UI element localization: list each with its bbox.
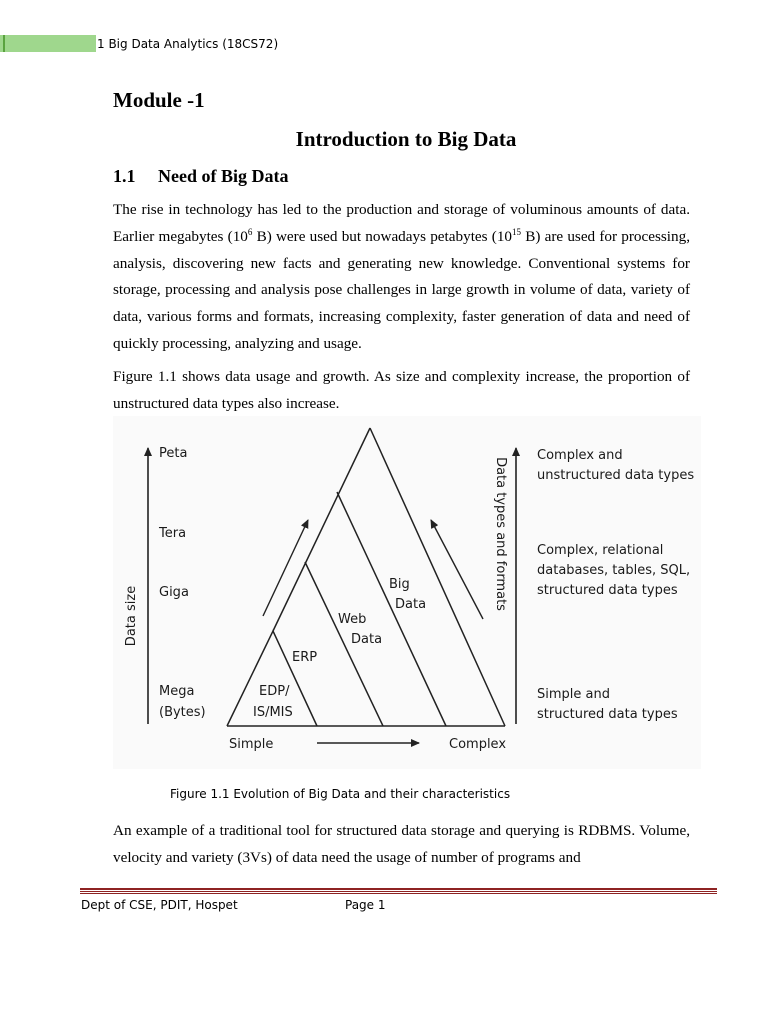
- bottom-label-simple: Simple: [229, 737, 274, 752]
- desc-complex-unstructured-1: Complex and: [537, 448, 623, 463]
- page-title: Introduction to Big Data: [295, 127, 517, 151]
- header-bar-tick: [3, 35, 5, 52]
- big-data-boundary: [337, 492, 446, 726]
- footer-rule-thick: [80, 888, 717, 890]
- desc-simple-structured-2: structured data types: [537, 707, 678, 722]
- paragraph-figure-intro: Figure 1.1 shows data usage and growth. As size and complexity increase, the proportion of unstructured data types also increase.: [113, 368, 690, 412]
- region-erp: ERP: [292, 650, 318, 665]
- footer-rule-thin-2: [80, 893, 717, 894]
- paragraph-rdbms: An example of a traditional tool for structured data storage and querying is RDBMS. Volume, velocity and variety (3Vs) of data need the usage of number of programs and: [113, 822, 690, 866]
- exponent-15: 15: [512, 226, 522, 237]
- data-size-axis-label: Data size: [124, 585, 139, 647]
- paragraph1-part3: B) are used for processing, analysis, discovering new facts and generating new knowledge. Conventional systems for storage, processing and analysis pose challenges in large growth in volume of data, variety of data, various forms and formats, increasing complexity, faster generation of data and need of quickly processing, analyzing and usage.: [113, 227, 690, 352]
- data-types-axis-label: Data types and formats: [493, 457, 508, 611]
- figure-caption: Figure 1.1 Evolution of Big Data and their characteristics: [170, 787, 511, 801]
- level-giga: Giga: [159, 585, 189, 600]
- region-edp: EDP/: [259, 684, 290, 699]
- bottom-label-complex: Complex: [449, 737, 507, 752]
- section-number: 1.1: [113, 166, 136, 186]
- desc-complex-unstructured-2: unstructured data types: [537, 468, 695, 483]
- region-big: Big: [389, 577, 410, 592]
- desc-relational-1: Complex, relational: [537, 543, 664, 558]
- section-heading: [113, 166, 288, 187]
- region-web: Web: [338, 612, 367, 627]
- footer-rule-thin: [80, 891, 717, 892]
- level-bytes: (Bytes): [159, 705, 206, 720]
- outer-triangle-left: [273, 428, 370, 631]
- level-mega: Mega: [159, 684, 195, 699]
- module-heading: Module -1: [113, 88, 205, 112]
- footer-department: Dept of CSE, PDIT, Hospet: [81, 898, 238, 912]
- footer-page-number: Page 1: [345, 898, 386, 912]
- region-web-data: Data: [351, 632, 383, 647]
- paragraph1-part1: The rise in technology has led to the production and storage of voluminous amounts of data. Earlier megabytes (10: [113, 201, 690, 245]
- header-color-bar: [0, 35, 96, 52]
- region-big-data: Data: [395, 597, 427, 612]
- level-peta: Peta: [159, 446, 188, 461]
- level-tera: Tera: [159, 526, 187, 541]
- paragraph-need-of-big-data: [113, 197, 690, 358]
- growth-arrow-right: [431, 520, 483, 619]
- desc-simple-structured-1: Simple and: [537, 687, 610, 702]
- running-header: 1 Big Data Analytics (18CS72): [97, 37, 279, 51]
- desc-relational-2: databases, tables, SQL,: [537, 563, 691, 578]
- desc-relational-3: structured data types: [537, 583, 678, 598]
- section-title: Need of Big Data: [158, 166, 289, 186]
- region-is-mis: IS/MIS: [253, 705, 293, 720]
- exponent-6: 6: [247, 226, 253, 237]
- growth-arrow-left: [263, 520, 308, 616]
- evolution-diagram: [113, 416, 701, 769]
- paragraph1-part2: B) were used but nowadays petabytes (10: [252, 227, 513, 245]
- evolution-figure: [113, 416, 701, 769]
